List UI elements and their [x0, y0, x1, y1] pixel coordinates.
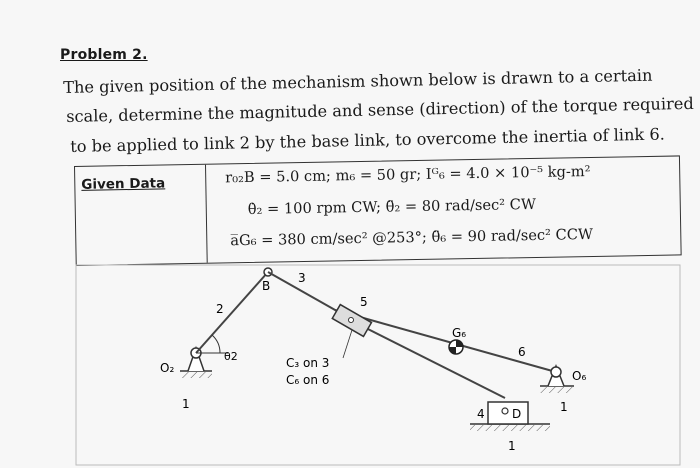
label-link-3: 3	[298, 271, 306, 285]
given-data-label: Given Data	[81, 175, 166, 193]
label-link-6: 6	[518, 345, 526, 359]
theta2-arc	[212, 335, 220, 353]
label-d: D	[512, 407, 522, 421]
problem-title: Problem 2.	[60, 47, 148, 63]
given-row-1: r₀₂B = 5.0 cm; m₆ = 50 gr; Iᴳ₆ = 4.0 × 10⁻⁵ kg-m²	[225, 162, 591, 187]
label-theta2: θ2	[224, 350, 238, 363]
label-link-5: 5	[360, 295, 368, 309]
label-o6: O₆	[572, 369, 587, 383]
label-b: B	[262, 279, 271, 293]
label-c6-on-6: C₆ on 6	[286, 373, 330, 387]
label-g6: G₆	[452, 326, 467, 340]
label-c3-on-3: C₃ on 3	[286, 356, 330, 370]
label-o2: O₂	[160, 361, 175, 375]
link-6	[335, 310, 556, 372]
problem-text-line-3: to be applied to link 2 by the base link, to overcome the inertia of link 6.	[70, 124, 665, 156]
label-link-2: 2	[216, 302, 224, 316]
problem-text-line-2: scale, determine the magnitude and sense (direction) of the torque required	[66, 93, 694, 126]
problem-text-line-1: The given position of the mechanism shown below is drawn to a certain	[63, 65, 653, 97]
label-ground-bottom: 1	[508, 439, 516, 453]
c3-leader-line	[343, 330, 352, 358]
link-2	[196, 272, 271, 353]
label-ground-right: 1	[560, 400, 568, 414]
given-row-3: a̅G₆ = 380 cm/sec² @253°; θ̈₆ = 90 rad/sec² CCW	[230, 225, 594, 250]
given-row-2: θ̇₂ = 100 rpm CW; θ̈₂ = 80 rad/sec² CW	[247, 195, 537, 218]
o6-pivot	[540, 366, 574, 393]
link-6-lower-edge	[350, 320, 505, 398]
label-ground-left: 1	[182, 397, 190, 411]
g6-mass-center	[449, 340, 463, 354]
label-slider-4: 4	[477, 407, 485, 421]
